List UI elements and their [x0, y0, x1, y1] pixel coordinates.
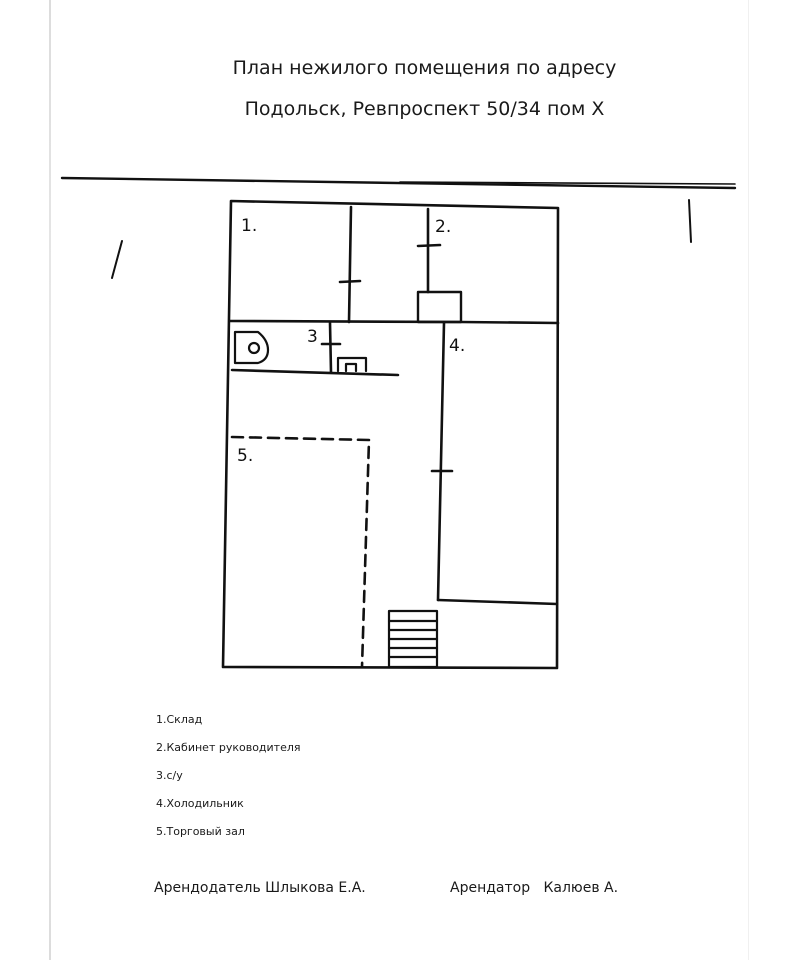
room-label-3: 3 [307, 327, 318, 347]
plan-address: Подольск, Ревпроспект 50/34 пом Х [244, 98, 605, 120]
legend-item-4: 4.Холодильник [156, 797, 244, 810]
stairs-icon [389, 611, 437, 667]
room-4-walls [432, 323, 557, 604]
sink-icon [338, 358, 366, 371]
room-label-1: 1. [241, 216, 258, 236]
room-label-2: 2. [435, 217, 452, 237]
room-1-walls [230, 207, 558, 323]
outer-wall [223, 201, 558, 668]
street-line [62, 178, 735, 188]
room-legend [156, 713, 301, 853]
landlord-signature: Арендодатель Шлыкова Е.А. [154, 880, 366, 896]
stray-mark-right [689, 200, 691, 242]
room-label-5: 5. [237, 446, 254, 466]
legend-item-2: 2.Кабинет руководителя [156, 741, 301, 754]
stray-mark-left [112, 241, 122, 278]
plan-title: План нежилого помещения по адресу [232, 57, 617, 79]
legend-item-5: 5.Торговый зал [156, 825, 245, 838]
room-label-4: 4. [449, 336, 466, 356]
room-5-boundary [232, 437, 369, 667]
toilet-icon [235, 332, 268, 363]
tenant-signature: Арендатор Калюев А. [450, 880, 619, 896]
legend-item-3: 3.с/у [156, 769, 183, 782]
legend-item-1: 1.Склад [156, 713, 203, 726]
